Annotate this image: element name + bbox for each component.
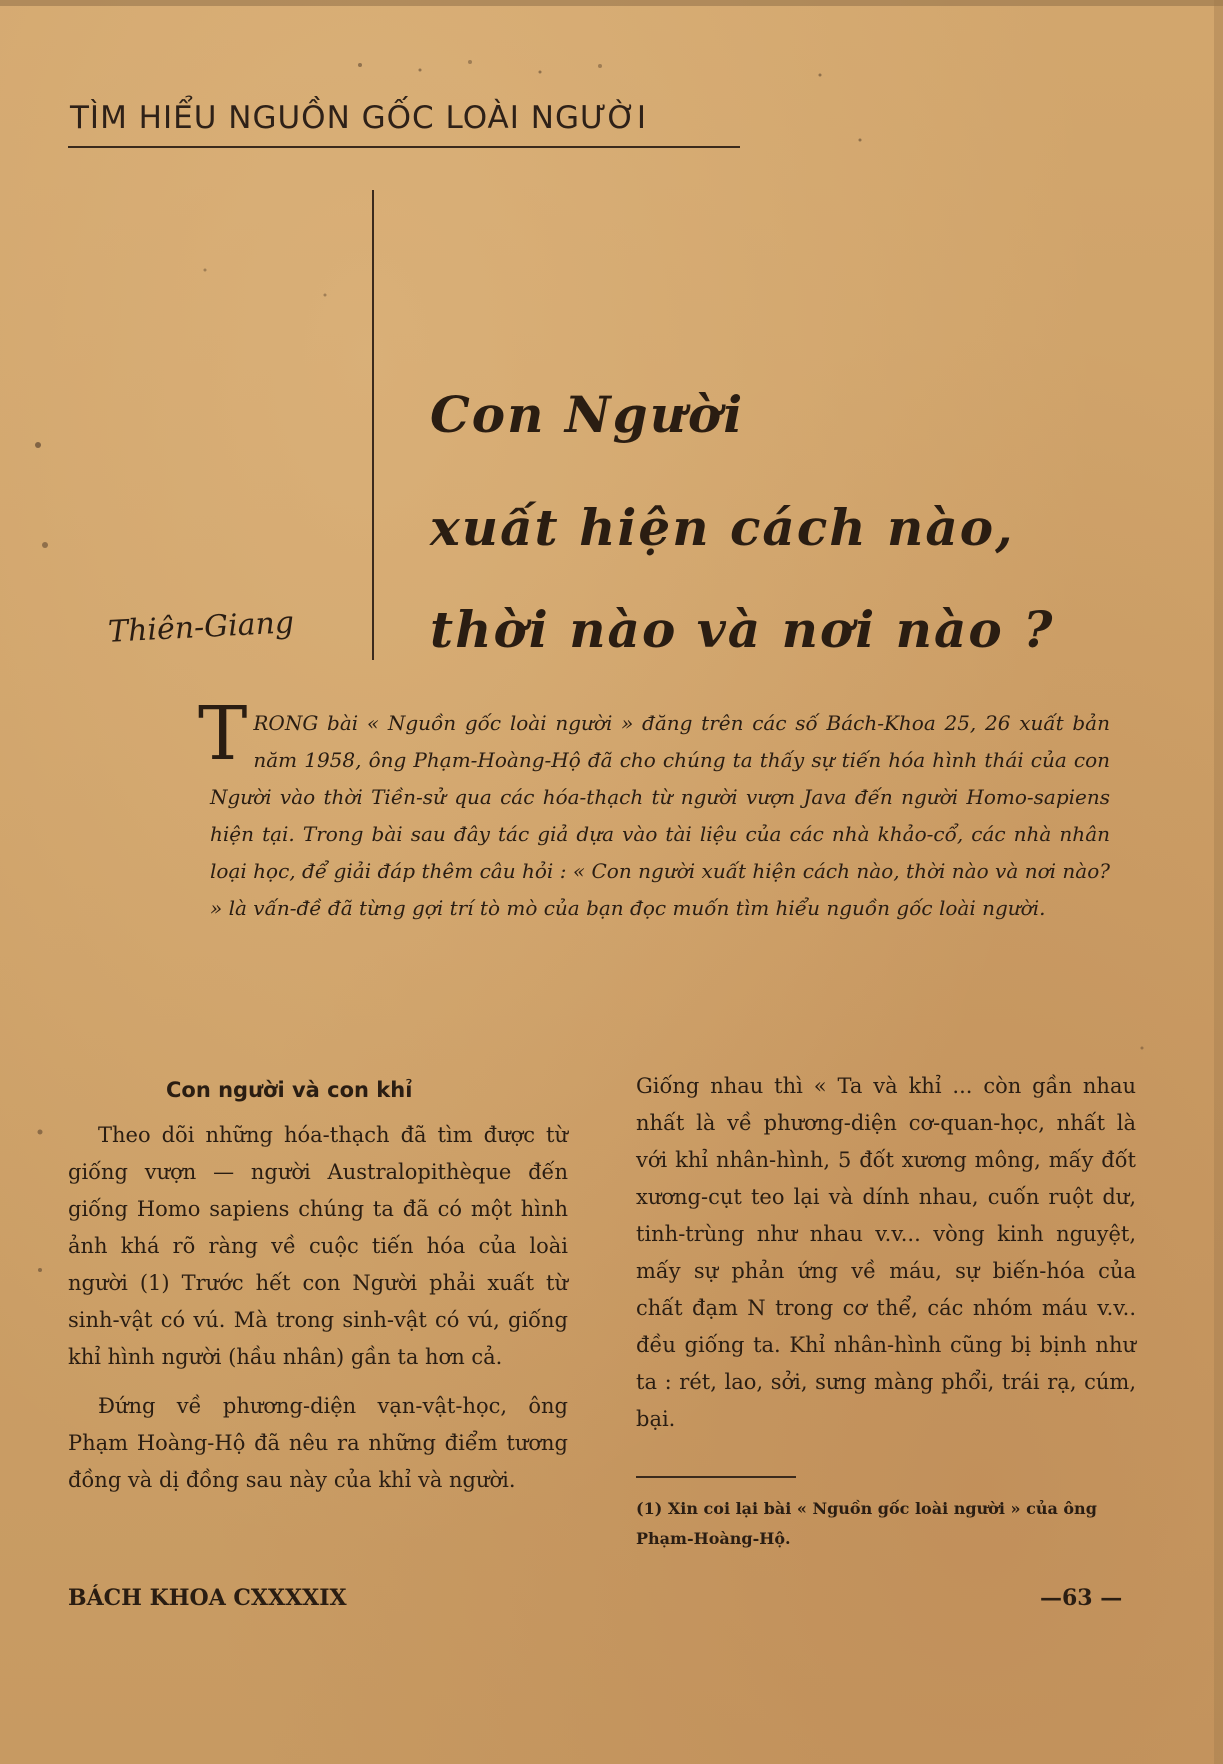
left-column [68, 1072, 568, 1499]
footnote: (1) Xin coi lại bài « Nguồn gốc loài người » của ông Phạm-Hoàng-Hộ. [636, 1499, 1097, 1548]
drop-cap: T [198, 691, 248, 777]
body-paragraph: Giống nhau thì « Ta và khỉ ... còn gần nhau nhất là về phương-diện cơ-quan-học, nhất là với khỉ nhân-hình, 5 đốt xương mông, mấy đốt xương-cụt teo lại và dính nhau, cuốn ruột dư, tinh-trùng như nhau v.v... vòng kinh nguyệt, mấy sự phản ứng về máu, sự biến-hóa của chất đạm N trong cơ thể, các nhóm máu v.v.. đều giống ta. Khỉ nhân-hình cũng bị bịnh như ta : rét, lao, sởi, sưng màng phổi, trái rạ, cúm, bại. [636, 1074, 1136, 1431]
page-number: —63 — [1040, 1585, 1123, 1611]
lead-text: RONG bài « Nguồn gốc loài người » đăng trên các số Bách-Khoa 25, 26 xuất bản năm 1958, ông Phạm-Hoàng-Hộ đã cho chúng ta thấy sự tiến hóa hình thái của con Người vào thời Tiền-sử qua các hóa-thạch từ người vượn Java đến người Homo-sapiens hiện tại. Trong bài sau đây tác giả dựa vào tài liệu của các nhà khảo-cổ, các nhà nhân loại học, để giải đáp thêm câu hỏi : « Con người xuất hiện cách nào, thời nào và nơi nào? » là vấn-đề đã từng gợi trí tò mò của bạn đọc muốn tìm hiểu nguồn gốc loài người. [210, 711, 1110, 920]
lead-paragraph [198, 691, 1110, 927]
section-subheading: Con người và con khỉ [166, 1078, 413, 1102]
footnote-rule [636, 1476, 796, 1478]
section-title: TÌM HIỂU NGUỒN GỐC LOÀI NGƯỜI [70, 100, 648, 136]
body-paragraph: Theo dõi những hóa-thạch đã tìm được từ giống vượn — người Australopithèque đến giống Homo sapiens chúng ta đã có một hình ảnh khá rõ ràng về cuộc tiến hóa của loài người (1) Trước hết con Người phải xuất từ sinh-vật có vú. Mà trong sinh-vật có vú, giống khỉ hình người (hầu nhân) gần ta hơn cả. [68, 1123, 568, 1369]
right-column [636, 1068, 1136, 1438]
section-title-underline [68, 146, 740, 148]
author-signature: Thiên-Giang [107, 605, 295, 650]
article-title-line-3: thời nào và nơi nào ? [430, 600, 1055, 659]
body-paragraph: Đứng về phương-diện vạn-vật-học, ông Phạm Hoàng-Hộ đã nêu ra những điểm tương đồng và dị đồng sau này của khỉ và người. [68, 1394, 568, 1492]
vertical-divider [372, 190, 374, 660]
magazine-issue-label: BÁCH KHOA CXXXXIX [68, 1585, 347, 1611]
article-title-line-1: Con Người [430, 385, 745, 444]
article-title-line-2: xuất hiện cách nào, [430, 498, 1015, 557]
